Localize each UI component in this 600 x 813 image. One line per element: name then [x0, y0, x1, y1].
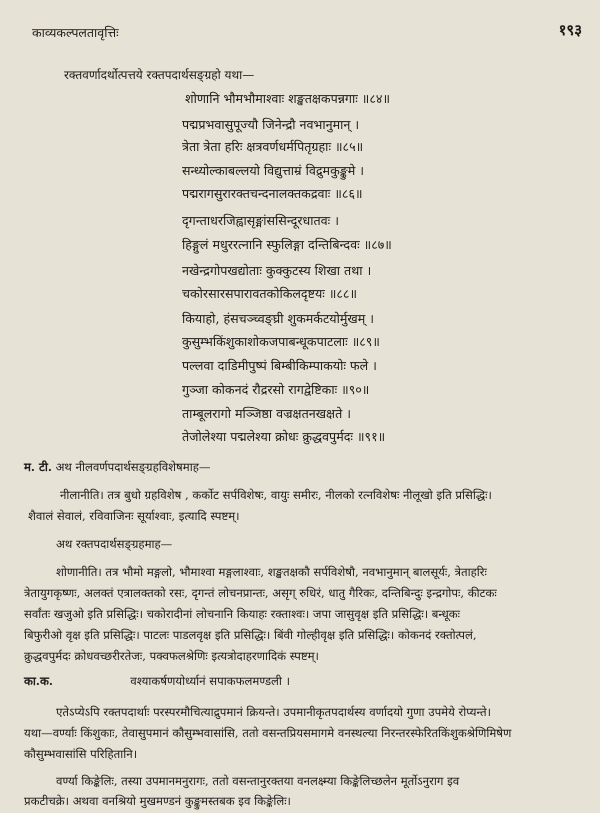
verse-line: चकोरसारसपारावतकोकिलदृष्टयः ॥८८॥ [182, 286, 358, 301]
verse-line: सन्ध्योल्काबल्लयो विद्युत्ताम्रं विद्रुमकुङ्कुमे । [182, 163, 365, 178]
verse-line: पद्मरागसुरारक्तचन्दनालक्तकद्रवाः ॥८६॥ [182, 186, 363, 201]
verse-line: ताम्बूलरागो मञ्जिष्ठा वज्रक्षतनखक्षते । [182, 406, 352, 421]
verse-line: नखेन्द्रगोपखद्योताः कुक्कुटस्य शिखा तथा । [182, 263, 372, 278]
commentary-label: का.क. [24, 674, 53, 688]
commentary-line: शोणानीति। तत्र भौमो मङ्गलो, भौमाश्वा मङ्गलाश्वाः, शङ्खतक्षकौ सर्पविशेषौ, नवभानुमान् बालसूर्यः, त्रेताहरिः [56, 565, 487, 579]
commentary-line: बिफुरीओ वृक्ष इति प्रसिद्धिः। पाटलः पाडलवृक्ष इति प्रसिद्धिः। बिंवी गोल्हीवृक्ष इति प्रसिद्धिः। कोकनदं रक्तोत्पलं, [24, 628, 477, 642]
page-number: १९३ [558, 21, 582, 39]
verse-line: पद्मप्रभवासुपूज्यौ जिनेन्द्रौ नवभानुमान् । [182, 117, 360, 132]
verse-line: शोणानि भौमभौमाश्वाः शङ्खतक्षकपन्नगाः ॥८४॥ [185, 91, 390, 106]
verse-line: त्रेता त्रेता हरिः क्षत्रवर्णधर्मपितृग्रहाः ॥८५॥ [182, 139, 364, 154]
commentary-line: प्रकटीचक्रे। अथवा वनश्रियो मुखमण्डनं कुङ्कुमस्तबक इव किङ्केलिः। [24, 794, 291, 808]
commentary-label: म. टी. [24, 460, 52, 474]
commentary-text: अथ नीलवर्णपदार्थसङ्ग्रहविशेषमाह— [55, 460, 211, 474]
verse-line: कुसुम्भकिंशुकाशोकजपाबन्धूकपाटलाः ॥८९॥ [182, 334, 380, 349]
commentary-line: वर्ण्या किङ्केलिः, तस्या उपमानमनुरागः, ततो वसन्तानुरक्तया वनलक्ष्म्या किङ्केलिच्छलेन मूर्तोऽनुराग इव [56, 774, 460, 788]
commentary-line [24, 670, 290, 693]
commentary-line: एतेऽप्येऽपि रक्तपदार्थाः परस्परमौचित्याद्रुपमानं क्रियन्ते। उपमानीकृतपदार्थस्य वर्णादयो गुणा उपमेये रोप्यन्ते। [56, 705, 492, 719]
commentary-line: त्रेतायुगकृष्णः, अलक्तं एत्रालक्तको रसः, दृगन्तं लोचनप्रान्तः, असृग् रुधिरं, धातु गैरिकः, दन्तिबिन्दुः इन्द्रगोपः, कीटकः [24, 586, 497, 600]
verse-line: कियाहो, हंसचञ्च्वङ्घ्री शुकमर्कटयोर्मुखम् । [182, 311, 374, 326]
commentary-line: शैवालं सेवालं, रविवाजिनः सूर्याश्वाः, इत्यादि स्पष्टम्। [28, 509, 240, 523]
commentary-line [24, 456, 210, 479]
commentary-line: अथ रक्तपदार्थसङ्ग्रहमाह— [56, 537, 173, 551]
commentary-line: कौसुम्भवासांसि परिहितानि। [24, 747, 138, 761]
verse-line: पल्लवा दाडिमीपुष्पं बिम्बीकिम्पाकयोः फले । [182, 358, 377, 373]
verse-line: गुञ्जा कोकनदं रौद्ररसो रागद्वेष्टिकाः ॥९०॥ [182, 382, 370, 397]
commentary-line: यथा—वर्ण्याः किंशुकाः, तेवासुपमानं कौसुम्भवासांसि, ततो वसन्तप्रियसमागमे वनस्थल्या निरन्तरस्फेरितकिंशुकश्रेणिमिषेण [24, 726, 512, 740]
commentary-line: सर्वांतः खजुओ इति प्रसिद्धिः। चकोरादीनां लोचनानि कियाहः रक्ताश्वः। जपा जासुवृक्ष इति प्रसिद्धिः। बन्धूकः [24, 607, 461, 621]
intro-line: रक्तवर्णादर्थोत्पत्तये रक्तपदार्थसङ्ग्रहो यथा— [64, 68, 255, 82]
commentary-line: क्रुद्धवपुर्मदः क्रोधवच्छरीरतेजः, पक्वफलश्रेणिः इत्यत्रोदाहरणादिकं स्पष्टम्। [24, 649, 319, 663]
commentary-text: वश्याकर्षणयोर्ध्यानं सपाकफलमण्डली । [130, 674, 291, 688]
running-title: काव्यकल्पलतावृत्तिः [32, 25, 119, 40]
commentary-line: नीलानीति। तत्र बुधो ग्रहविशेष , कर्कोट सर्पविशेषः, वायुः समीरः, नीलको रत्नविशेषः नीलूखो इति प्रसिद्धिः। [60, 488, 492, 502]
verse-line: दृगन्ताधरजिह्वासृङ्मांससिन्दूरधातवः । [182, 213, 339, 228]
verse-line: तेजोलेश्या पद्मलेश्या क्रोधः क्रुद्धवपुर्मदः ॥९१॥ [182, 429, 386, 444]
verse-line: हिङ्गुलं मधुररत्नानि स्फुलिङ्गा दन्तिबिन्दवः ॥८७॥ [182, 237, 392, 252]
